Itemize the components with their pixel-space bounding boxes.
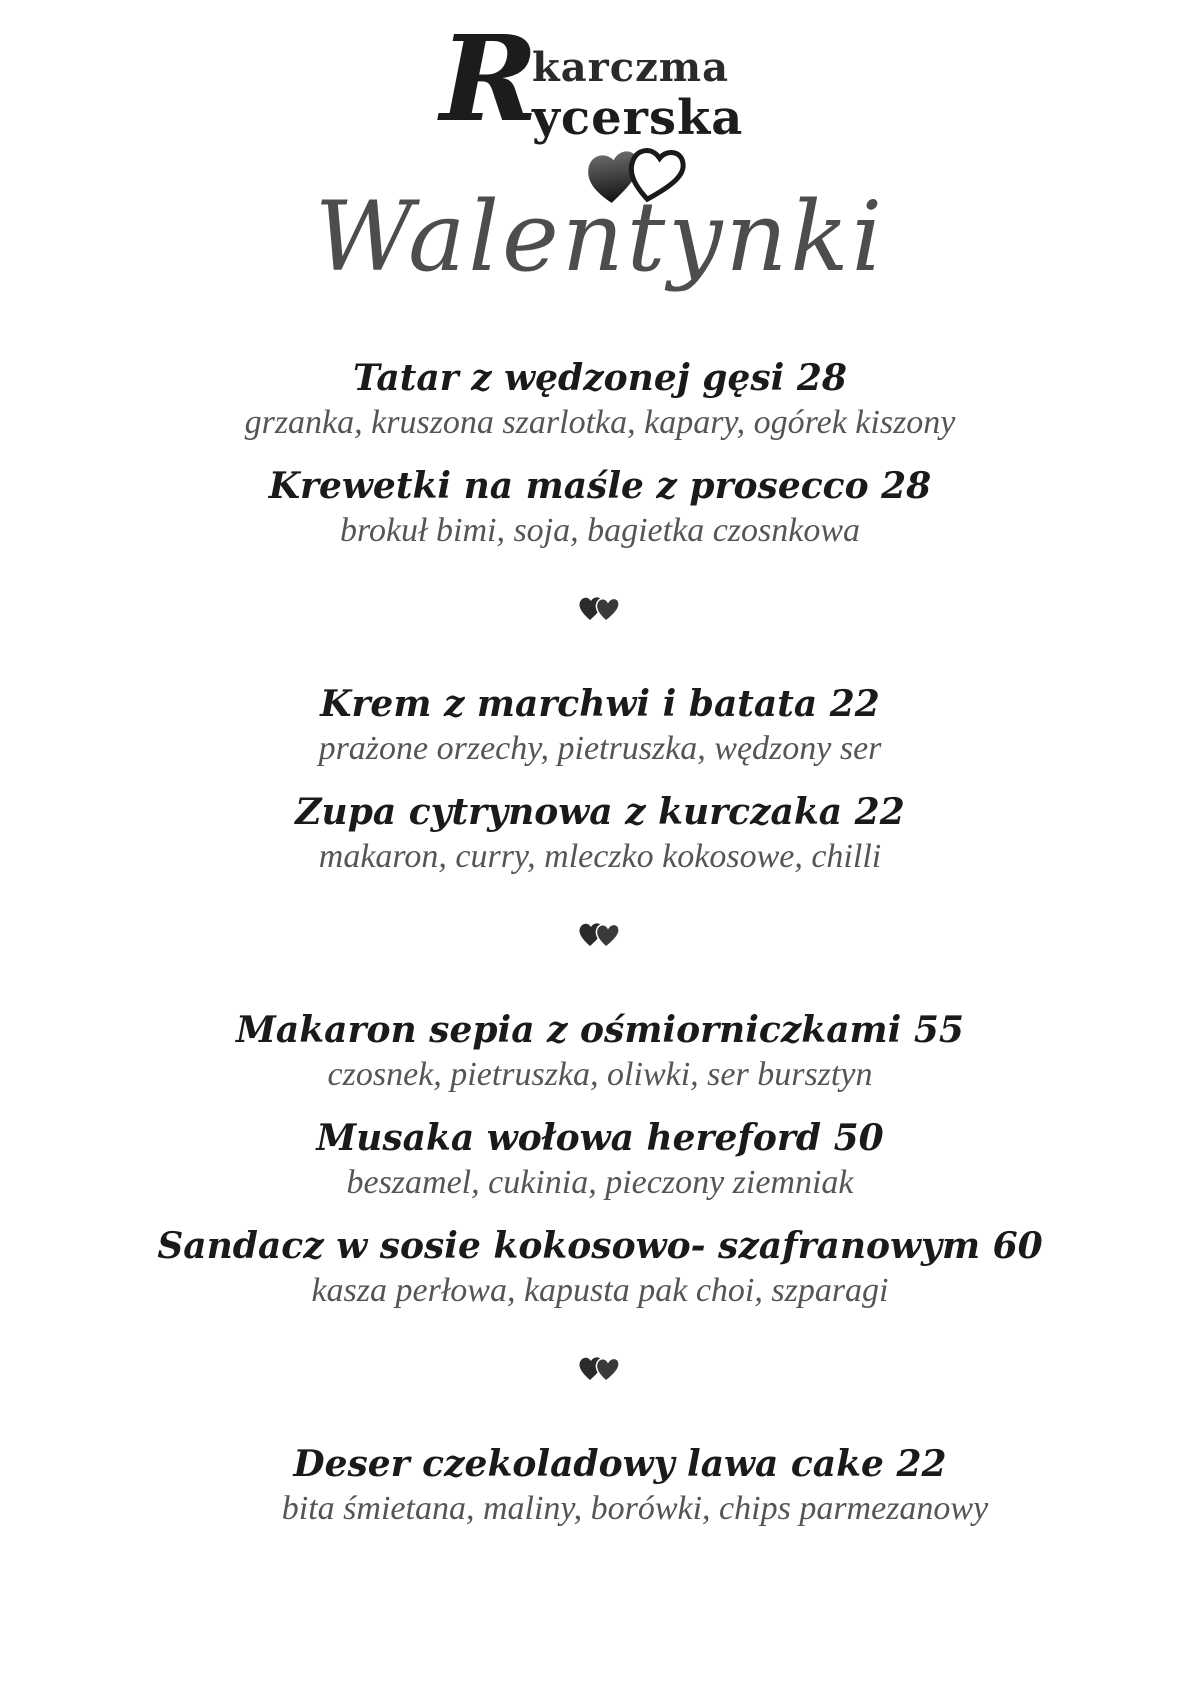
dish-description: brokuł bimi, soja, bagietka czosnkowa <box>339 512 861 549</box>
dish-name: Makaron sepia z ośmiorniczkami 55 <box>236 1009 964 1051</box>
section-divider <box>0 593 1200 623</box>
dish-name: Krem z marchwi i batata 22 <box>320 683 880 725</box>
menu-item <box>0 681 1200 771</box>
dish-name: Deser czekoladowy lawa cake 22 <box>293 1443 947 1485</box>
dish-description: kasza perłowa, kapusta pak choi, szparagi <box>311 1272 889 1309</box>
menu-item <box>0 463 1200 553</box>
menu-list <box>0 355 1200 1549</box>
menu-item <box>0 1223 1200 1313</box>
dish-description: bita śmietana, maliny, borówki, chips parmezanowy <box>281 1490 989 1527</box>
dish-description: makaron, curry, mleczko kokosowe, chilli <box>318 838 882 875</box>
dish-name: Zupa cytrynowa z kurczaka 22 <box>295 791 905 833</box>
section-divider <box>0 919 1200 949</box>
dish-description: prażone orzechy, pietruszka, wędzony ser <box>318 730 882 767</box>
section-divider <box>0 1353 1200 1383</box>
dish-description: beszamel, cukinia, pieczony ziemniak <box>346 1164 854 1201</box>
dish-name: Tatar z wędzonej gęsi 28 <box>353 357 847 399</box>
logo-initial: R <box>440 9 539 148</box>
menu-item <box>0 1441 1200 1531</box>
logo-line-rycerska: ycerska <box>532 90 744 146</box>
dish-description: czosnek, pietruszka, oliwki, ser bursztyn <box>327 1056 873 1093</box>
dish-name: Sandacz w sosie kokosowo- szafranowym 60 <box>157 1225 1043 1267</box>
menu-title: Walentynki <box>314 181 886 293</box>
menu-item <box>0 1007 1200 1097</box>
dish-name: Musaka wołowa hereford 50 <box>316 1117 884 1159</box>
menu-item <box>0 355 1200 445</box>
menu-item <box>0 789 1200 879</box>
logo-line-karczma: karczma <box>532 44 730 91</box>
double-heart-icon <box>577 1353 623 1383</box>
double-heart-icon <box>577 593 623 623</box>
menu-item <box>0 1115 1200 1205</box>
dish-name: Krewetki na maśle z prosecco 28 <box>268 465 932 507</box>
double-heart-icon <box>577 919 623 949</box>
dish-description: grzanka, kruszona szarlotka, kapary, ogórek kiszony <box>244 404 956 441</box>
